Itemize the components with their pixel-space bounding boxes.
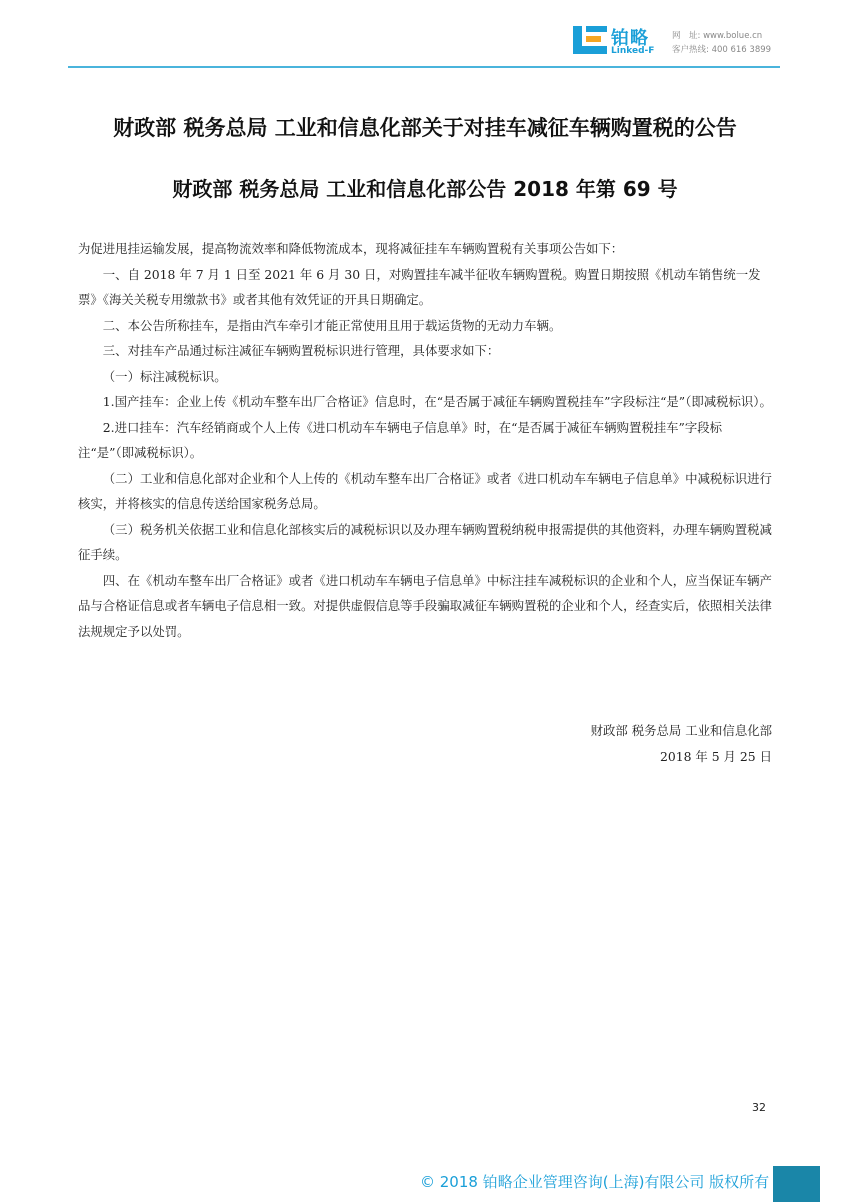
paragraph: 为促进甩挂运输发展，提高物流效率和降低物流成本，现将减征挂车车辆购置税有关事项公告如下：	[78, 241, 624, 256]
paragraph: 2.进口挂车：汽车经销商或个人上传《进口机动车车辆电子信息单》时，在“是否属于减征车辆购置税挂车”字段标注“是”（即减税标识）。	[78, 419, 723, 460]
header-divider	[68, 66, 780, 68]
logo-mark-icon	[573, 24, 609, 56]
page-number: 32	[752, 1101, 766, 1114]
paragraph: 一、自 2018 年 7 月 1 日至 2021 年 6 月 30 日，对购置挂车减半征收车辆购置税。购置日期按照《机动车销售统一发票》《海关关税专用缴款书》或者其他有效凭证的开具日期确定。	[78, 266, 761, 307]
paragraph: 二、本公告所称挂车，是指由汽车牵引才能正常使用且用于载运货物的无动力车辆。	[102, 317, 562, 333]
logo-english-name: Linked-F	[611, 46, 655, 56]
paragraph: （一）标注减税标识。	[102, 368, 227, 384]
hotline-text: 客户热线: 400 616 3899	[672, 45, 772, 55]
paragraph: （三）税务机关依据工业和信息化部核实后的减税标识以及办理车辆购置税纳税申报需提供的其他资料，办理车辆购置税减征手续。	[78, 521, 772, 562]
page-header	[0, 0, 850, 70]
logo-name: 铂略	[611, 28, 649, 49]
footer-accent-block	[773, 1166, 820, 1202]
signature-block	[591, 718, 772, 770]
paragraph: 1.国产挂车：企业上传《机动车整车出厂合格证》信息时，在“是否属于减征车辆购置税挂车”字段标注“是”（即减税标识）。	[102, 394, 772, 409]
website-text: 网 址: www.bolue.cn	[672, 31, 763, 41]
contact-info	[672, 29, 771, 57]
document-title: 财政部 税务总局 工业和信息化部关于对挂车减征车辆购置税的公告	[113, 116, 737, 140]
document-body	[78, 236, 778, 644]
document-subtitle: 财政部 税务总局 工业和信息化部公告 2018 年第 69 号	[172, 177, 678, 201]
issue-date: 2018 年 5 月 25 日	[659, 749, 772, 764]
copyright-text: © 2018 铂略企业管理咨询(上海)有限公司 版权所有	[420, 1173, 770, 1191]
signatory: 财政部 税务总局 工业和信息化部	[590, 723, 772, 738]
paragraph: （二）工业和信息化部对企业和个人上传的《机动车整车出厂合格证》或者《进口机动车车辆电子信息单》中减税标识进行核实，并将核实的信息传送给国家税务总局。	[78, 470, 772, 511]
paragraph: 四、在《机动车整车出厂合格证》或者《进口机动车车辆电子信息单》中标注挂车减税标识的企业和个人，应当保证车辆产品与合格证信息或者车辆电子信息相一致。对提供虚假信息等手段骗取减征车辆购置税的企业和个人，经查实后，依照相关法律法规规定予以处罚。	[78, 572, 772, 639]
paragraph: 三、对挂车产品通过标注减征车辆购置税标识进行管理，具体要求如下：	[102, 343, 500, 358]
company-logo	[573, 24, 665, 60]
